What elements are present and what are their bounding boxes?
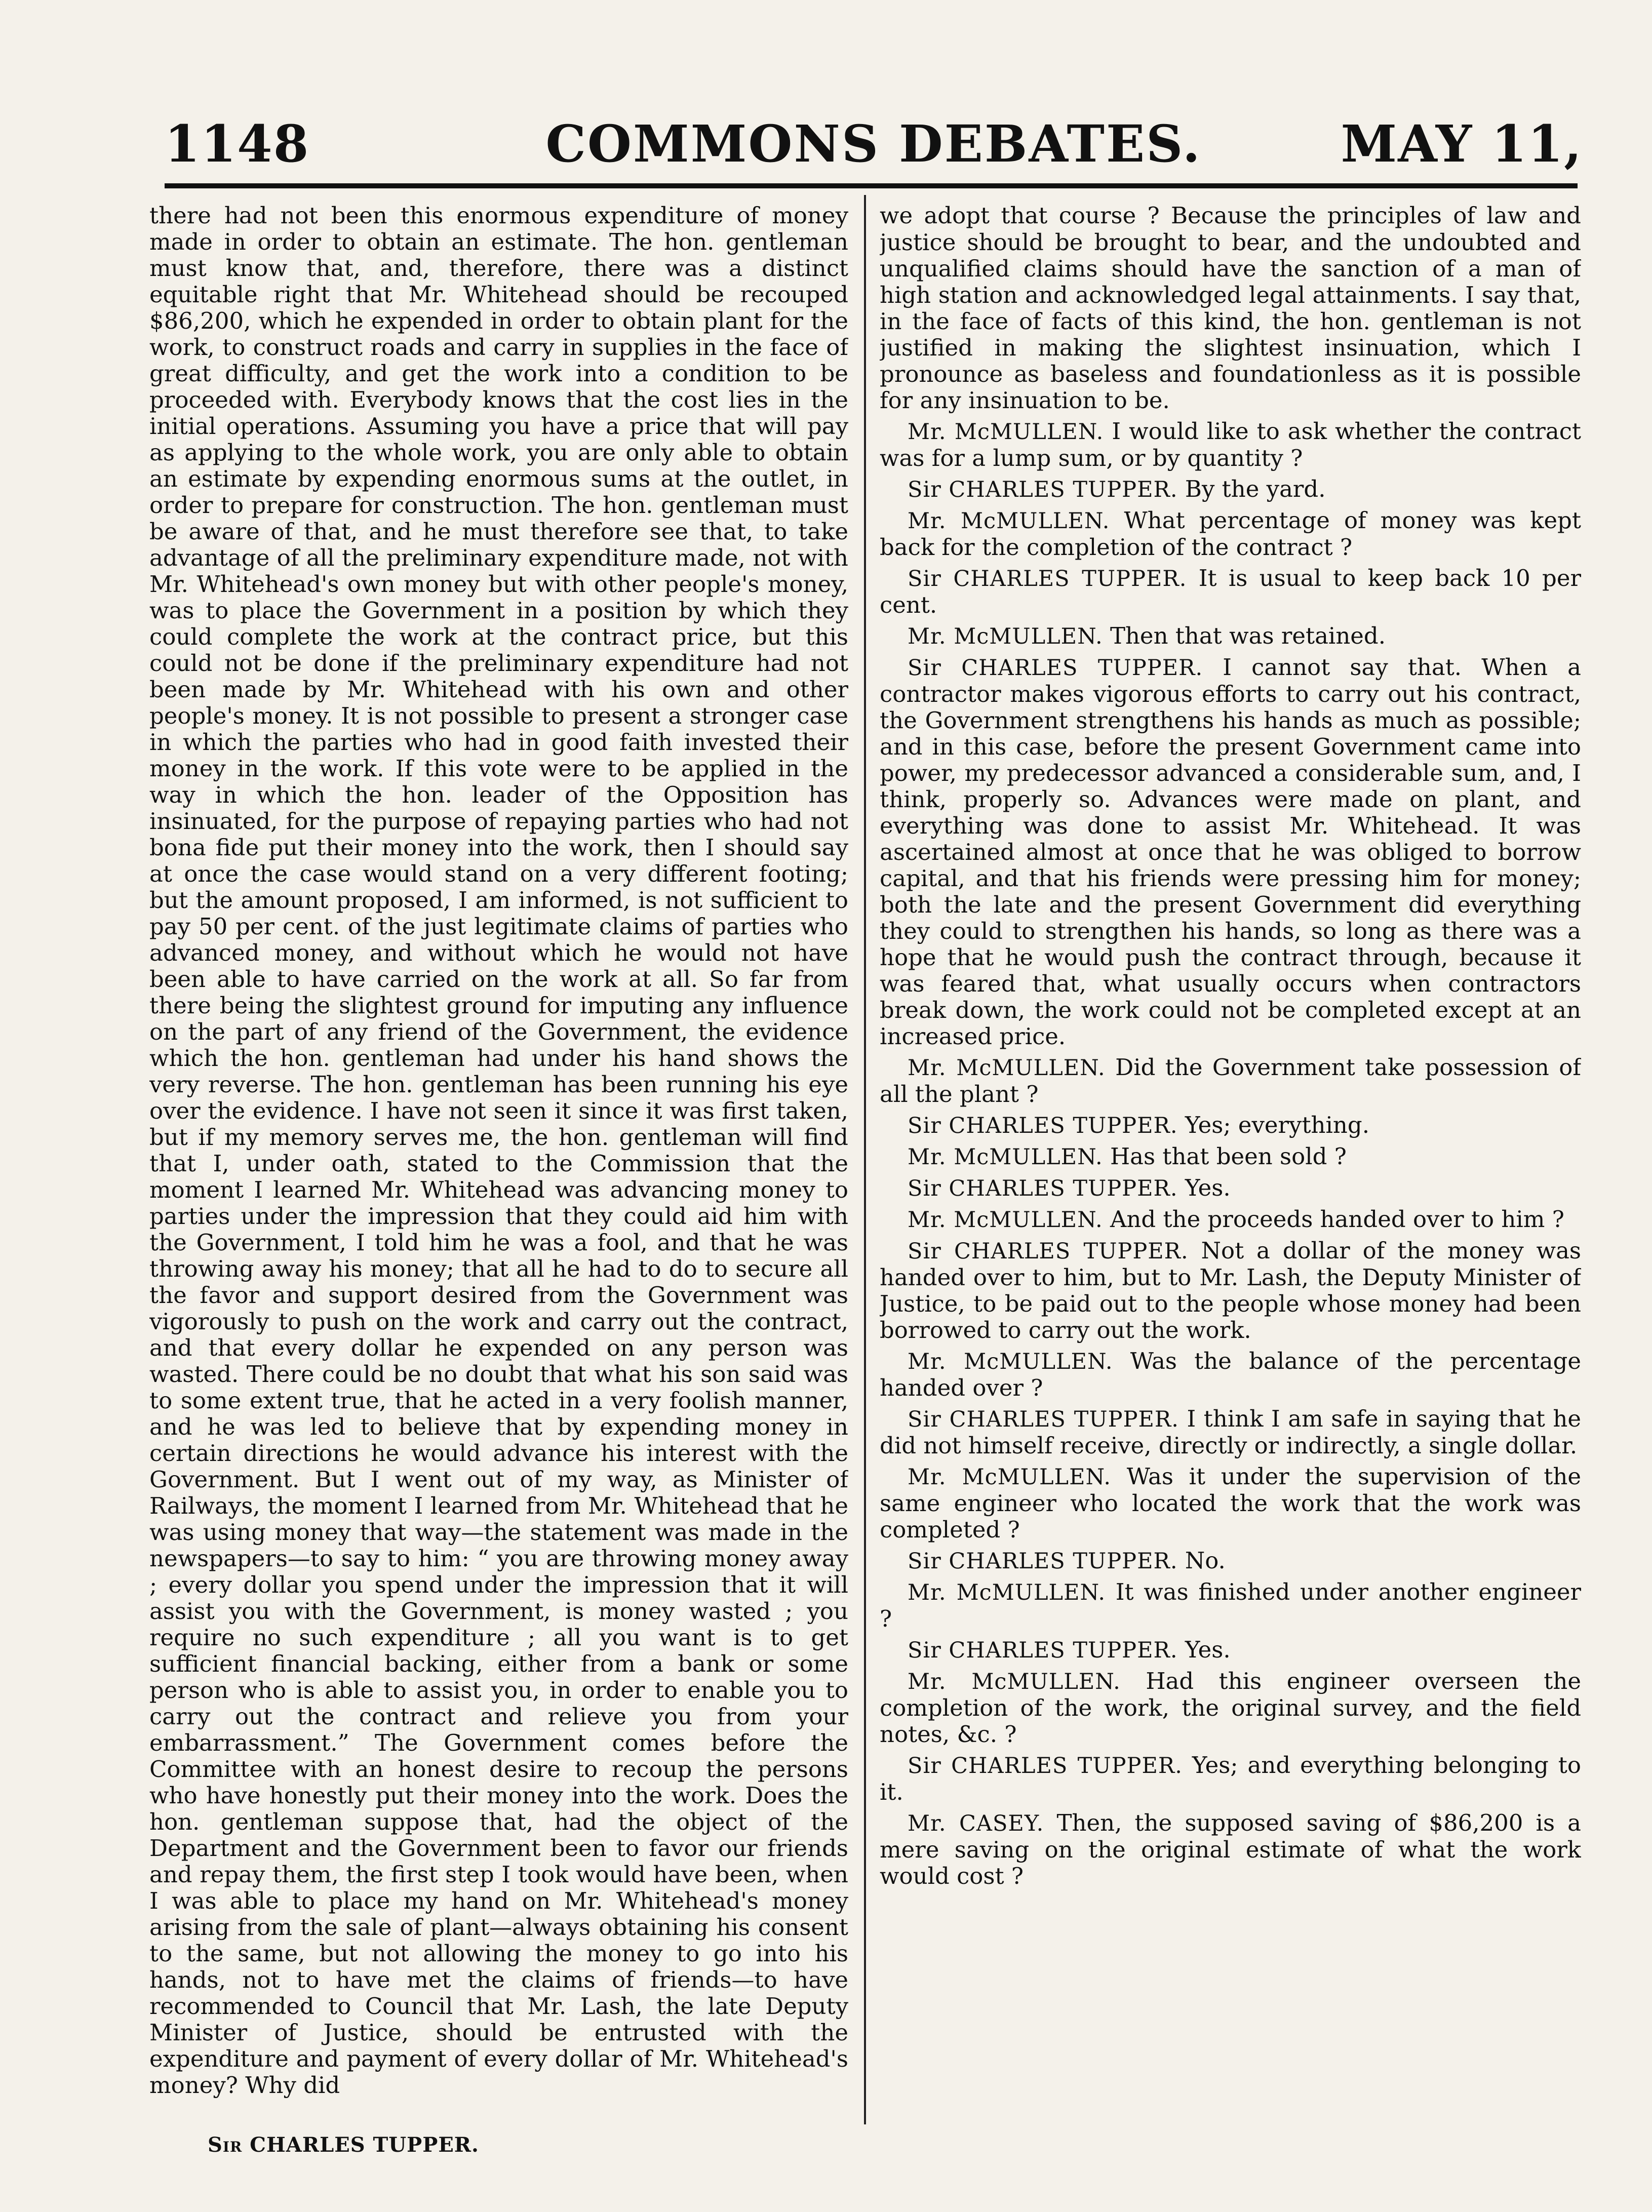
speaker-name: Mr. McMULLEN. (908, 1349, 1113, 1374)
paragraph (880, 1464, 1581, 1543)
speech-text: I cannot say that. When a contractor makes vigorous efforts to carry out his contract, the Government strengthens his hands as much as possible; and in this case, before the present Government came into power, my predecessor advanced a considerable sum, and, I think, properly so. Advances were made on plant, and everything was done to assist Mr. Whitehead. It was ascertained almost at once that he was obliged to borrow capital, and that his friends were pressing him for money; both the late and the present Government did everything they could to strengthen his hands, so long as there was a hope that he would push the contract through, because it was feared that, what usually occurs when contractors break down, the work could not be completed except at an increased price. (880, 654, 1581, 1050)
paragraph (880, 1548, 1581, 1574)
speech-text: we adopt that course ? Because the principles of law and justice should be brought to bear, and the undoubted and unqualified claims should have the sanction of a man of high station and acknowledged legal attainments. I say that, in the face of facts of this kind, the hon. gentleman is not justified in making the slightest insinuation, which I pronounce as baseless and foundationless as it is possible for any insinuation to be. (880, 203, 1581, 414)
speaker-name: Mr. McMULLEN. (908, 1580, 1106, 1605)
speech-text: I think I am safe in saying that he did not himself receive, directly or indirectly, a single dollar. (880, 1405, 1581, 1459)
speech-text: Yes. (1185, 1174, 1231, 1201)
paragraph (880, 1406, 1581, 1459)
speaker-name: Mr. McMULLEN. (908, 1465, 1111, 1490)
paragraph (880, 1810, 1581, 1889)
paragraph (880, 1206, 1581, 1233)
speech-text: It was finished under another engineer ? (880, 1578, 1581, 1632)
speaker-name: Mr. McMULLEN. (908, 419, 1104, 445)
speaker-name: Sir CHARLES TUPPER. (908, 1638, 1178, 1663)
speaker-name: Mr. CASEY. (908, 1811, 1044, 1836)
speaker-name: Sir CHARLES TUPPER. (908, 1113, 1178, 1138)
speech-text: Did the Government take possession of all the plant ? (880, 1054, 1581, 1108)
paragraph: there had not been this enormous expenditure of money made in order to obtain an estimate. The hon. gentleman must know that, and, therefore, there was a distinct equitable right that Mr. Whitehead should be recouped $86,200, which he expended in order to obtain plant for the work, to construct roads and carry in supplies in the face of great difficulty, and get the work into a condition to be proceeded with. Everybody knows that the cost lies in the initial operations. Assuming you have a price that will pay as applying to the whole work, you are only able to obtain an estimate by expending enormous sums at the outlet, in order to prepare for construction. The hon. gentleman must be aware of that, and he must therefore see that, to take advantage of all the preliminary expenditure made, not with Mr. Whitehead's own money but with other people's money, was to place the Government in a position by which they could complete the work at the contract price, but this could not be done if the preliminary expenditure had not been made by Mr. Whitehead with his own and other people's money. It is not possible to present a stronger case in which the parties who had in good faith invested their money in the work. If this vote were to be applied in the way in which the hon. leader of the Opposition has insinuated, for the purpose of repaying parties who had not bona fide put their money into the work, then I should say at once the case would stand on a very different footing; but the amount proposed, I am informed, is not sufficient to pay 50 per cent. of the just legitimate claims of parties who advanced money, and without which he would not have been able to have carried on the work at all. So far from there being the slightest ground for imputing any influence on the part of any friend of the Government, the evidence which the hon. gentleman had under his hand shows the very reverse. The hon. gentleman has been running his eye over the evidence. I have not seen it since it was first taken, but if my memory serves me, the hon. gentleman will find that I, under oath, stated to the Commission that the moment I learned Mr. Whitehead was advancing money to parties under the impression that they could aid him with the Government, I told him he was a fool, and that he was throwing away his money; that all he had to do to secure all the favor and support desired from the Government was vigorously to push on the work and carry out the contract, and that every dollar he expended on any person was wasted. There could be no doubt that what his son said was to some extent true, that he acted in a very foolish manner, and he was led to believe that by expending money in certain directions he would advance his interest with the Government. But I went out of my way, as Minister of Railways, the moment I learned from Mr. Whitehead that he was using money that way—the statement was made in the newspapers—to say to him: “ you are throwing money away ; every dollar you spend under the impression that it will assist you with the Government, is money wasted ; you require no such expenditure ; all you want is to get sufficient financial backing, either from a bank or some person who is able to assist you, in order to enable you to carry out the contract and relieve you from your embarrassment.” The Government comes before the Committee with an honest desire to recoup the persons who have honestly put their money into the work. Does the hon. gentleman suppose that, had the object of the Department and the Government been to favor our friends and repay them, the first step I took would have been, when I was able to place my hand on Mr. Whitehead's money arising from the sale of plant—always obtaining his consent to the same, but not allowing the money to go into his hands, not to have met the claims of friends—to have recommended to Council that Mr. Lash, the late Deputy Minister of Justice, should be entrusted with the expenditure and payment of every dollar of Mr. Whitehead's money? Why did (149, 203, 848, 2099)
speaker-name: Mr. McMULLEN. (908, 508, 1110, 534)
speaker-name: Sir CHARLES TUPPER. (908, 1753, 1183, 1779)
paragraph (880, 1637, 1581, 1664)
speaker-name: Sir CHARLES TUPPER. (908, 566, 1187, 591)
paragraph (880, 654, 1581, 1050)
header-rule (165, 183, 1578, 188)
speech-text: Not a dollar of the money was handed over to him, but to Mr. Lash, the Deputy Minister of Justice, to be paid out to the people whose money had been borrowed to carry out the work. (880, 1237, 1581, 1344)
paragraph (880, 1668, 1581, 1748)
publication-title: COMMONS DEBATES. (545, 114, 1202, 174)
speech-text: No. (1185, 1547, 1226, 1574)
paragraph (880, 1752, 1581, 1805)
speaker-name: Mr. McMULLEN. (908, 624, 1103, 649)
speech-text: Then, the supposed saving of $86,200 is a mere saving on the original estimate of what the work would cost ? (880, 1809, 1581, 1889)
speaker-name: Sir CHARLES TUPPER. (908, 655, 1203, 681)
paragraph (880, 1143, 1581, 1170)
continuation-speaker: Sir CHARLES TUPPER. (208, 2133, 479, 2157)
speech-text: By the yard. (1185, 476, 1326, 502)
speaker-name: Sir CHARLES TUPPER. (908, 1239, 1189, 1264)
speech-text: And the proceeds handed over to him ? (1110, 1206, 1564, 1233)
page-date: MAY 11, (1341, 114, 1583, 174)
speech-text: Then that was retained. (1110, 622, 1386, 649)
speech-text: Yes; and everything belonging to it. (880, 1752, 1581, 1805)
paragraph (880, 418, 1581, 471)
left-column (149, 203, 848, 2142)
paragraph (880, 1112, 1581, 1139)
speaker-name: Mr. McMULLEN. (908, 1055, 1106, 1081)
speech-text: Had this engineer overseen the completion of the work, the original survey, and the field notes, &c. ? (880, 1668, 1581, 1748)
right-column (880, 203, 1581, 2142)
paragraph (880, 623, 1581, 650)
speech-text: What percentage of money was kept back for the completion of the contract ? (880, 507, 1581, 561)
speaker-name: Mr. McMULLEN. (908, 1207, 1103, 1233)
paragraph (880, 1054, 1581, 1108)
paragraph (880, 1579, 1581, 1632)
speaker-name: Mr. McMULLEN. (908, 1669, 1121, 1694)
paragraph (880, 476, 1581, 503)
paragraph (880, 1175, 1581, 1202)
speech-text: Was the balance of the percentage handed over ? (880, 1348, 1581, 1401)
speech-text: Was it under the supervision of the same engineer who located the work that the work was completed ? (880, 1463, 1581, 1543)
speech-text: Has that been sold ? (1110, 1143, 1347, 1170)
paragraph (880, 1348, 1581, 1401)
paragraph (880, 565, 1581, 618)
speaker-name: Sir CHARLES TUPPER. (908, 1549, 1178, 1574)
page-number: 1148 (165, 114, 310, 174)
paragraph (880, 1238, 1581, 1344)
speech-text: Yes; everything. (1185, 1112, 1370, 1138)
speech-text: I would like to ask whether the contract was for a lump sum, or by quantity ? (880, 418, 1581, 471)
speaker-name: Sir CHARLES TUPPER. (908, 1407, 1179, 1432)
paragraph (880, 203, 1581, 414)
paragraph (880, 507, 1581, 561)
speech-text: It is usual to keep back 10 per cent. (880, 565, 1581, 618)
column-divider (864, 195, 866, 2124)
page-header (165, 114, 1583, 180)
speaker-name: Sir CHARLES TUPPER. (908, 477, 1178, 502)
speaker-name: Mr. McMULLEN. (908, 1144, 1103, 1170)
speech-text: Yes. (1185, 1636, 1231, 1663)
speaker-name: Sir CHARLES TUPPER. (908, 1176, 1178, 1201)
